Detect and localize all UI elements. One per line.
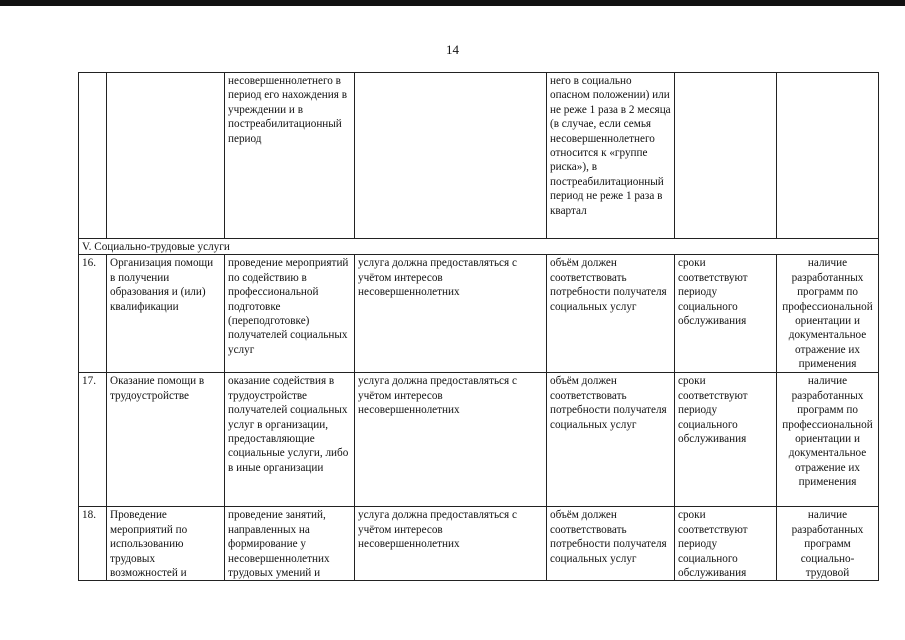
cell-conditions xyxy=(355,73,547,239)
service-quality: наличие разработанных программ по профессиональной ориентации и документальное отражение их применения xyxy=(777,255,879,373)
page-number: 14 xyxy=(446,42,459,57)
section-header-row xyxy=(79,239,879,255)
service-content: проведение мероприятий по содействию в профессиональной подготовке (переподготовке) получателей социальных услуг xyxy=(225,255,355,373)
section-title: V. Социально-трудовые услуги xyxy=(79,239,879,255)
service-conditions: услуга должна предоставляться с учётом интересов несовершеннолетних xyxy=(355,373,547,507)
service-quality: наличие разработанных программ по профессиональной ориентации и документальное отражение их применения xyxy=(777,373,879,507)
cell-content: несовершеннолетнего в период его нахождения в учреждении и в постреабилитационный период xyxy=(225,73,355,239)
page-top-border xyxy=(0,0,905,6)
service-terms: сроки соответствуют периоду социального обслуживания xyxy=(675,373,777,507)
row-number: 17. xyxy=(79,373,107,507)
service-name: Организация помощи в получении образования и (или) квалификации xyxy=(107,255,225,373)
service-quality: наличие разработанных программ социально-трудовой xyxy=(777,507,879,581)
services-table xyxy=(78,72,879,581)
table-row-continuation xyxy=(79,73,879,239)
service-content: оказание содействия в трудоустройстве получателей социальных услуг в организации, предоставляющие социальные услуги, либо в иные организации xyxy=(225,373,355,507)
service-name: Оказание помощи в трудоустройстве xyxy=(107,373,225,507)
cell-volume: него в социально опасном положении) или не реже 1 раза в 2 месяца (в случае, если семья несовершеннолетнего относится к «группе риска»), в постреабилитационный период не реже 1 раза в квартал xyxy=(547,73,675,239)
cell-terms xyxy=(675,73,777,239)
row-number: 16. xyxy=(79,255,107,373)
service-volume: объём должен соответствовать потребности получателя социальных услуг xyxy=(547,255,675,373)
service-conditions: услуга должна предоставляться с учётом интересов несовершеннолетних xyxy=(355,255,547,373)
cell-name xyxy=(107,73,225,239)
service-volume: объём должен соответствовать потребности получателя социальных услуг xyxy=(547,373,675,507)
service-name: Проведение мероприятий по использованию трудовых возможностей и xyxy=(107,507,225,581)
cell-quality xyxy=(777,73,879,239)
table-row xyxy=(79,373,879,507)
service-content: проведение занятий, направленных на формирование у несовершеннолетних трудовых умений и xyxy=(225,507,355,581)
table-row xyxy=(79,507,879,581)
row-number: 18. xyxy=(79,507,107,581)
service-conditions: услуга должна предоставляться с учётом интересов несовершеннолетних xyxy=(355,507,547,581)
service-terms: сроки соответствуют периоду социального обслуживания xyxy=(675,255,777,373)
table-row xyxy=(79,255,879,373)
service-volume: объём должен соответствовать потребности получателя социальных услуг xyxy=(547,507,675,581)
service-terms: сроки соответствуют периоду социального обслуживания xyxy=(675,507,777,581)
cell-num xyxy=(79,73,107,239)
